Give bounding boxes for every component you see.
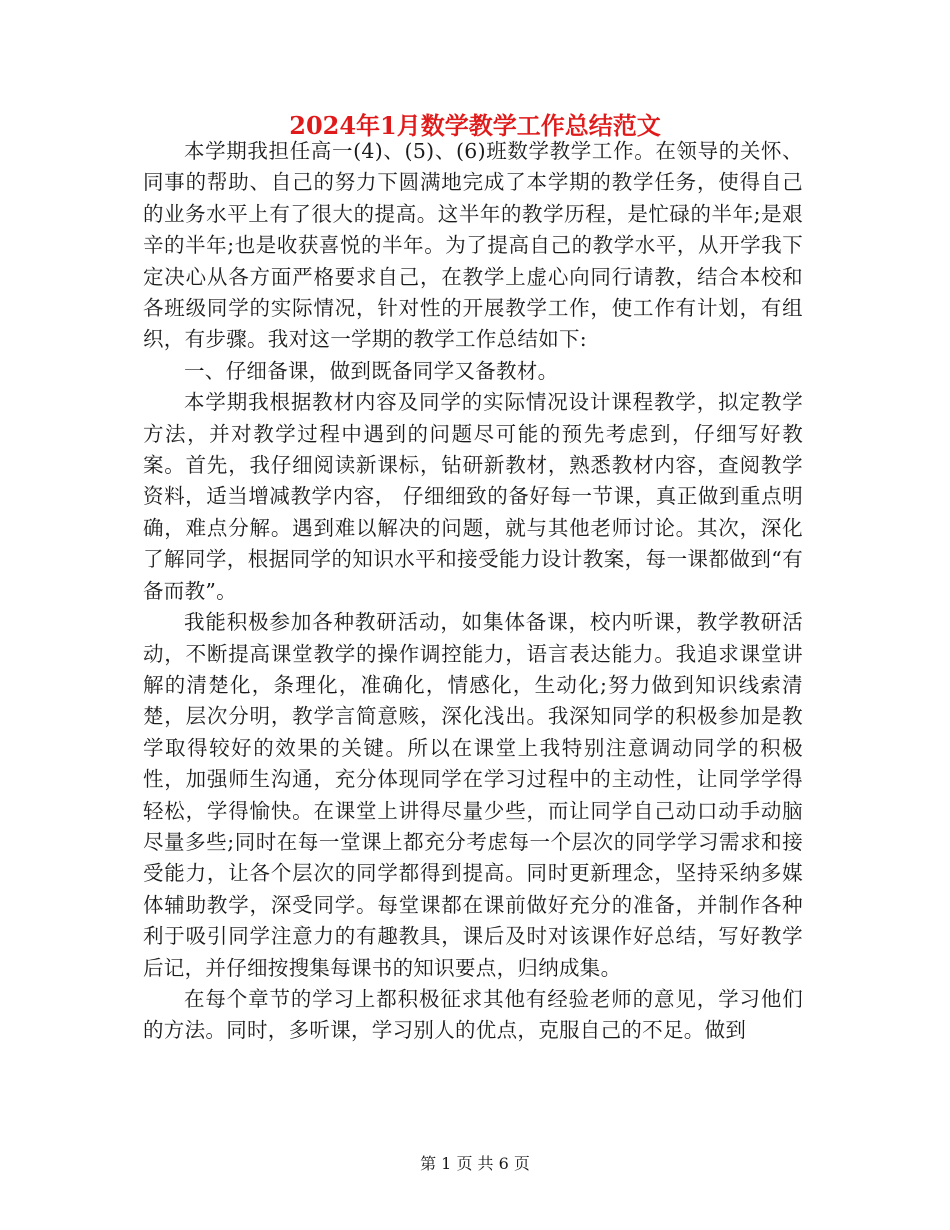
paragraph-preparation: 本学期我根据教材内容及同学的实际情况设计课程教学，拟定教学方法，并对教学过程中遇到的问题尽可能的预先考虑到，仔细写好教案。首先，我仔细阅读新课标，钻研新教材，熟悉教材内容，查阅教学资料，适当增减教学内容， 仔细细致的备好每一节课，真正做到重点明确，难点分解。遇到难以解决的问题，就与其他老师讨论。其次，深化了解同学，根据同学的知识水平和接受能力设计教案，每一课都做到“有备而教”。 (143, 390, 803, 603)
paragraph-intro: 本学期我担任高一(4)、(5)、(6)班数学教学工作。在领导的关怀、同事的帮助、自己的努力下圆满地完成了本学期的教学任务，使得自己的业务水平上有了很大的提高。这半年的教学历程，是忙碌的半年;是艰辛的半年;也是收获喜悦的半年。为了提高自己的教学水平，从开学我下定决心从各方面严格要求自己，在教学上虚心向同行请教，结合本校和各班级同学的实际情况，针对性的开展教学工作，使工作有计划，有组织，有步骤。我对这一学期的教学工作总结如下: (143, 139, 803, 352)
page-number-footer: 第 1 页 共 6 页 (420, 1154, 530, 1173)
document-body (143, 136, 803, 1047)
paragraph-learning-from-peers: 在每个章节的学习上都积极征求其他有经验老师的意见，学习他们的方法。同时，多听课，学习别人的优点，克服自己的不足。做到 (143, 986, 803, 1043)
paragraph-teaching-activities: 我能积极参加各种教研活动，如集体备课，校内听课，教学教研活动，不断提高课堂教学的操作调控能力，语言表达能力。我追求课堂讲解的清楚化，条理化，准确化，情感化，生动化;努力做到知识线索清楚，层次分明，教学言简意赅，深化浅出。我深知同学的积极参加是教学取得较好的效果的关键。所以在课堂上我特别注意调动同学的积极性，加强师生沟通，充分体现同学在学习过程中的主动性，让同学学得轻松，学得愉快。在课堂上讲得尽量少些，而让同学自己动口动手动脑尽量多些;同时在每一堂课上都充分考虑每一个层次的同学学习需求和接受能力，让各个层次的同学都得到提高。同时更新理念，坚持采纳多媒体辅助教学，深受同学。每堂课都在课前做好充分的准备，并制作各种利于吸引同学注意力的有趣教具，课后及时对该课作好总结，写好教学后记，并仔细按搜集每课书的知识要点，归纳成集。 (143, 610, 803, 980)
document-title: 2024年1月数学教学工作总结范文 (289, 111, 661, 140)
section-heading-1: 一、仔细备课，做到既备同学又备教材。 (184, 358, 559, 383)
